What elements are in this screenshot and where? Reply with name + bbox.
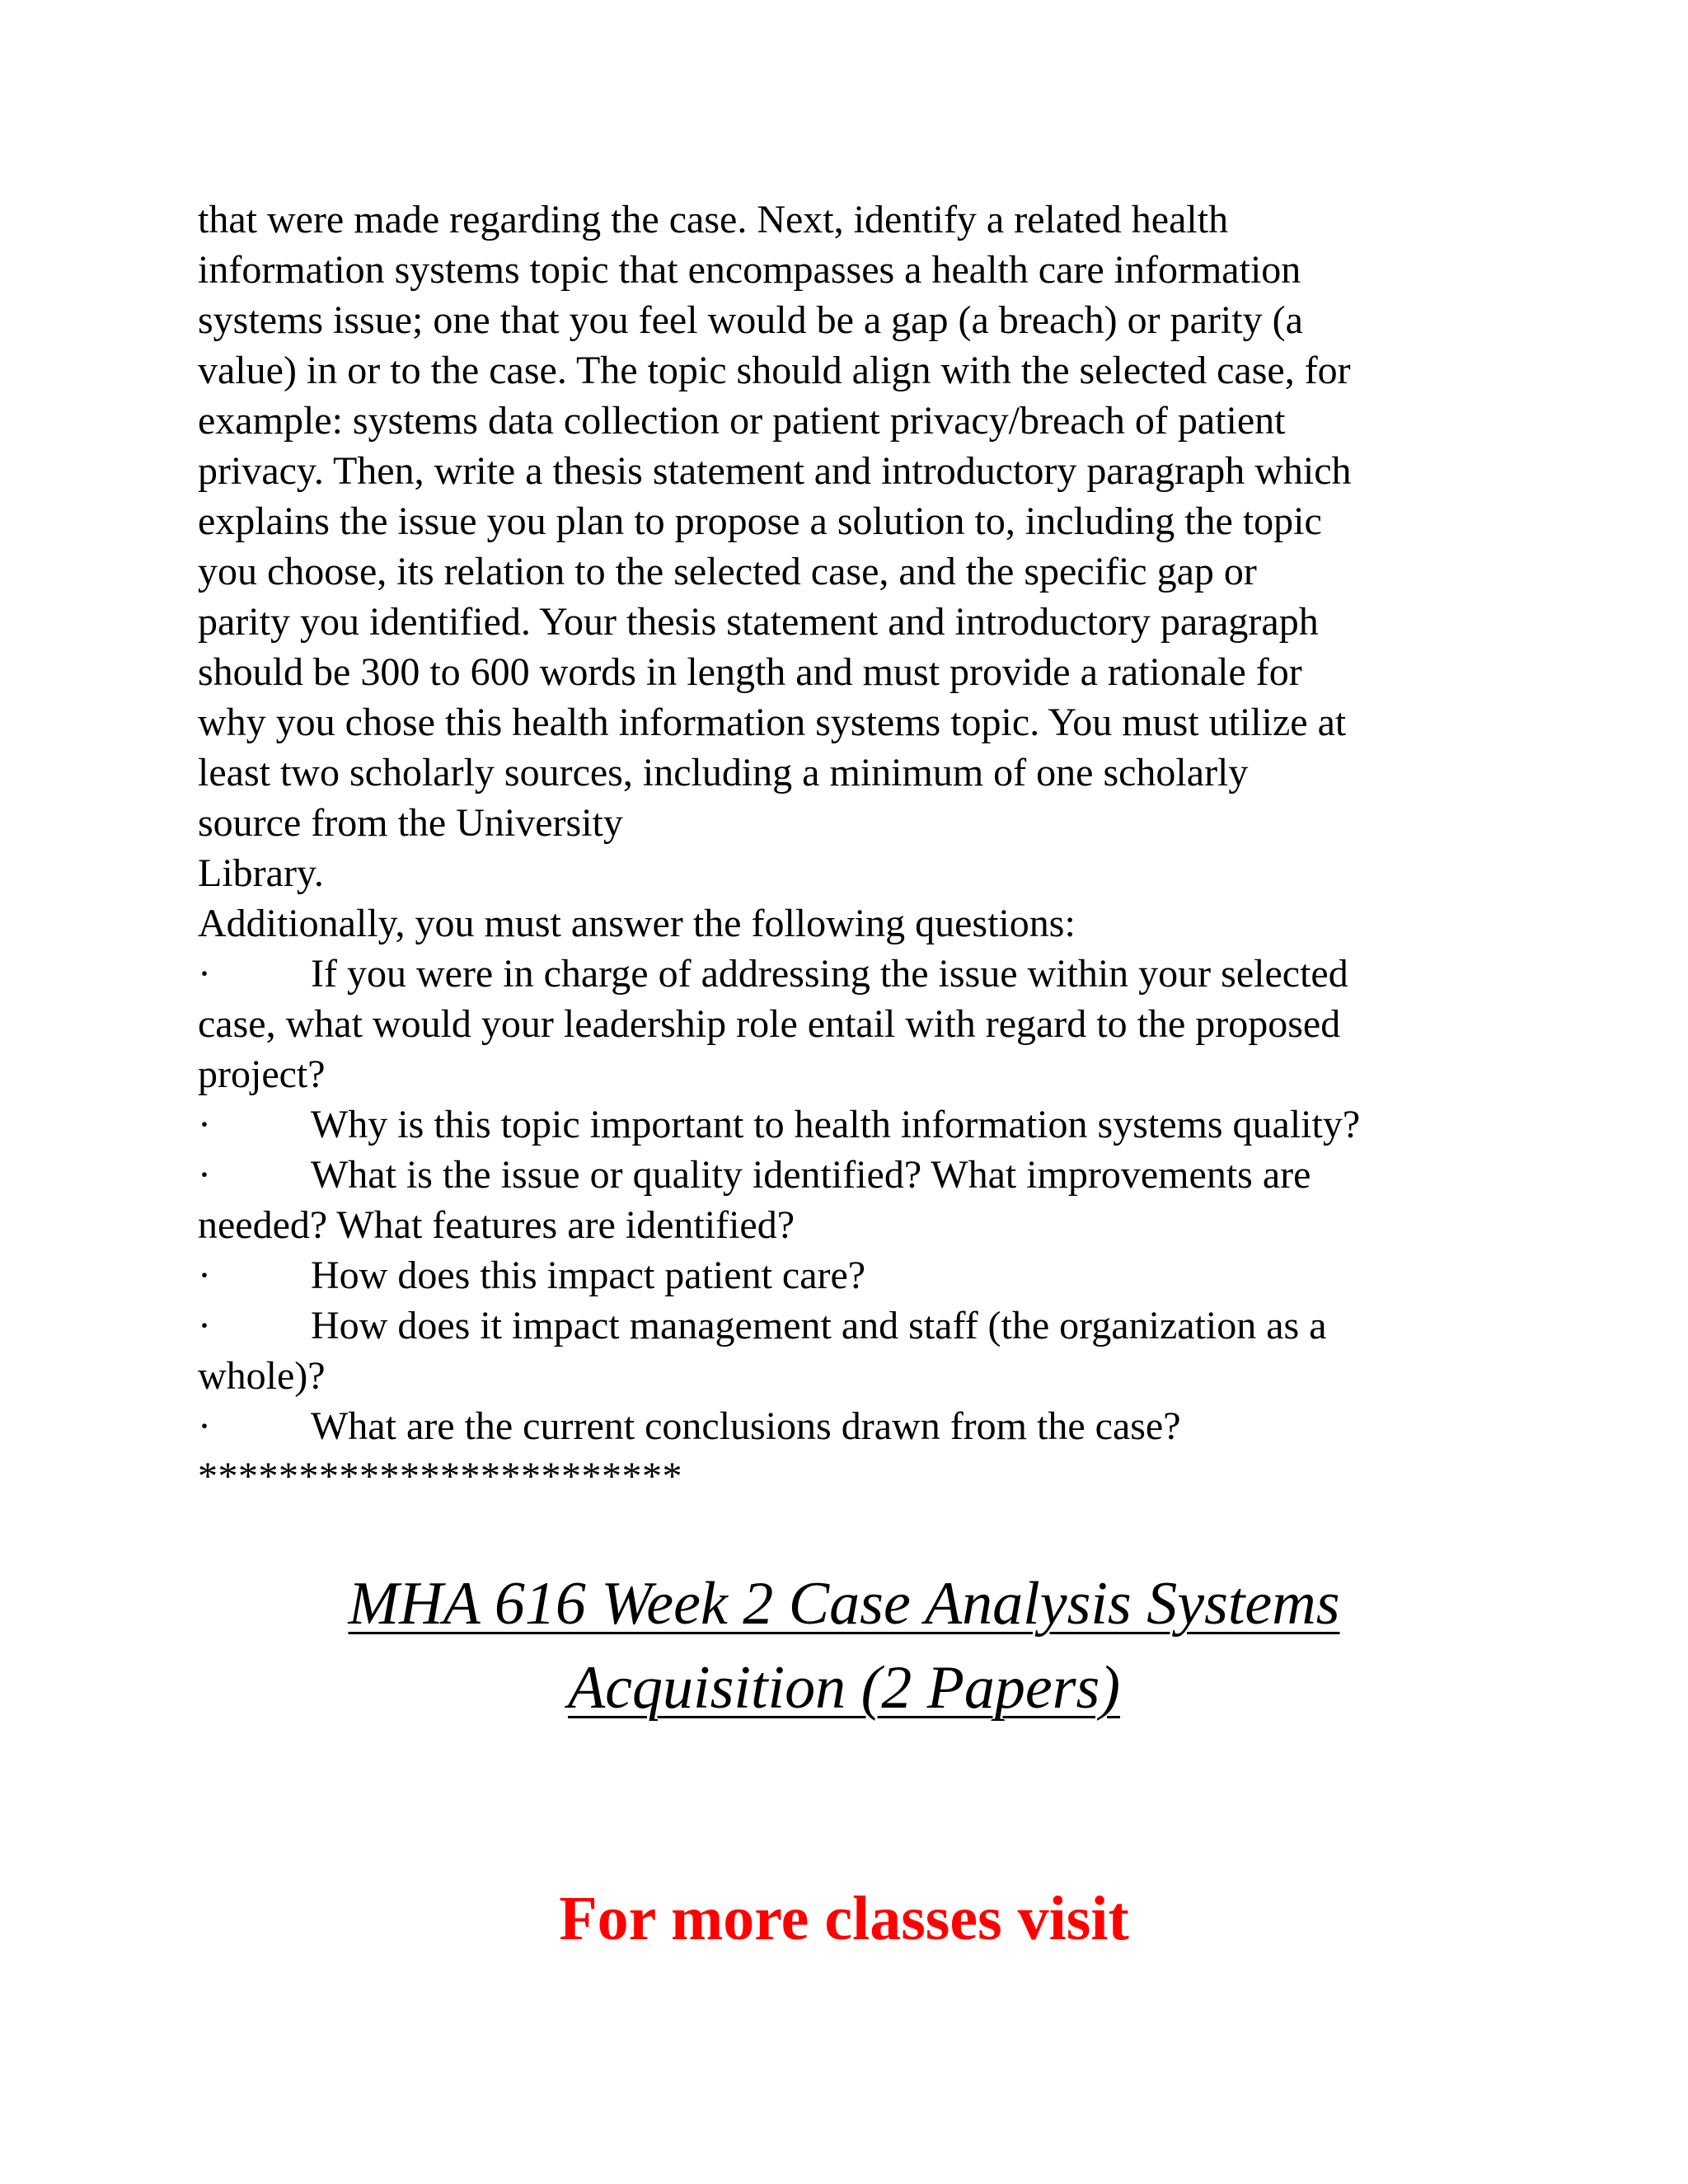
question-continuation: case, what would your leadership role entail with regard to the proposed xyxy=(198,1002,1341,1046)
question-item xyxy=(198,1250,1550,1301)
body-line: value) in or to the case. The topic should align with the selected case, for xyxy=(198,349,1351,392)
body-line: Library. xyxy=(198,851,324,895)
body-line: systems issue; one that you feel would be a gap (a breach) or parity (a xyxy=(198,298,1303,342)
body-line: you choose, its relation to the selected case, and the specific gap or xyxy=(198,550,1257,593)
body-line: should be 300 to 600 words in length and must provide a rationale for xyxy=(198,650,1302,694)
question-text: If you were in charge of addressing the issue within your selected xyxy=(311,952,1348,996)
bullet-icon: · xyxy=(198,1103,211,1146)
bullet-icon: · xyxy=(198,1304,211,1347)
body-line: Additionally, you must answer the following questions: xyxy=(198,902,1076,945)
more-classes-text: For more classes visit xyxy=(559,1884,1129,1953)
course-heading xyxy=(0,1562,1688,1730)
bullet-icon: · xyxy=(198,952,211,996)
question-item xyxy=(198,949,1550,999)
question-text: How does it impact management and staff (the organization as a xyxy=(311,1304,1327,1347)
question-text: Why is this topic important to health information systems quality? xyxy=(311,1103,1361,1146)
body-line: least two scholarly sources, including a minimum of one scholarly xyxy=(198,751,1249,794)
question-item xyxy=(198,1301,1550,1351)
body-line: explains the issue you plan to propose a solution to, including the topic xyxy=(198,499,1322,543)
question-text: What are the current conclusions drawn from the case? xyxy=(311,1404,1181,1448)
question-text: What is the issue or quality identified? What improvements are xyxy=(311,1153,1311,1197)
body-line: information systems topic that encompasses a health care information xyxy=(198,248,1301,292)
body-line: example: systems data collection or patient privacy/breach of patient xyxy=(198,399,1286,443)
question-item xyxy=(198,1099,1550,1150)
bullet-icon: · xyxy=(198,1153,211,1197)
body-line: source from the University xyxy=(198,801,623,845)
question-continuation: project? xyxy=(198,1052,326,1096)
question-continuation: needed? What features are identified? xyxy=(198,1203,795,1247)
body-line: that were made regarding the case. Next, identify a related health xyxy=(198,198,1229,241)
body-line: parity you identified. Your thesis statement and introductory paragraph xyxy=(198,600,1319,644)
bullet-icon: · xyxy=(198,1404,211,1448)
question-item xyxy=(198,1150,1550,1200)
body-line: why you chose this health information systems topic. You must utilize at xyxy=(198,701,1347,744)
heading-line-1: MHA 616 Week 2 Case Analysis Systems xyxy=(348,1570,1340,1638)
heading-line-2: Acquisition (2 Papers) xyxy=(567,1654,1120,1722)
question-item xyxy=(198,1401,1550,1451)
separator-asterisks: ************************ xyxy=(198,1455,682,1498)
instructions-text xyxy=(198,194,1550,1451)
question-text: How does this impact patient care? xyxy=(311,1254,866,1297)
question-continuation: whole)? xyxy=(198,1354,326,1398)
bullet-icon: · xyxy=(198,1254,211,1297)
body-line: privacy. Then, write a thesis statement and introductory paragraph which xyxy=(198,449,1352,493)
